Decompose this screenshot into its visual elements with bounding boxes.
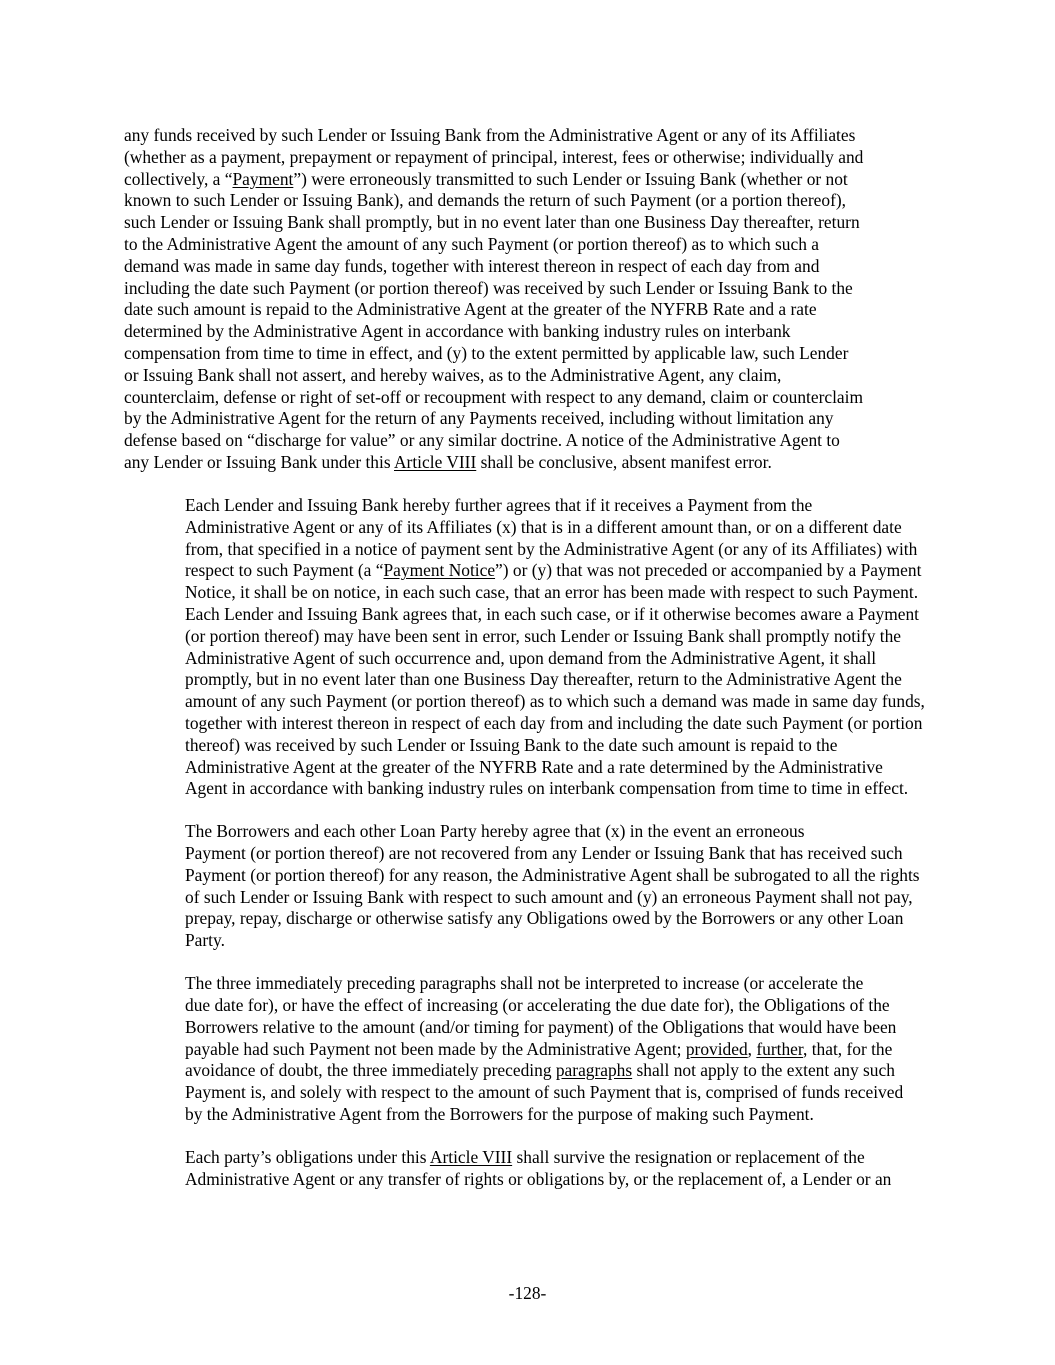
text-segment: defense based on “discharge for value” or any similar doctrine. A notice of the Administrative Agent to (124, 430, 840, 451)
text-segment: The Borrowers and each other Loan Party hereby agree that (x) in the event an erroneous (185, 821, 805, 842)
text-segment: Administrative Agent at the greater of the NYFRB Rate and a rate determined by the Administrative (185, 756, 883, 777)
underlined-term: Payment Notice (383, 560, 496, 581)
text-segment: including the date such Payment (or portion thereof) was received by such Lender or Issuing Bank to the (124, 277, 853, 298)
text-segment: payable had such Payment not been made by the Administrative Agent; (185, 1038, 686, 1059)
underlined-term: Article VIII (394, 451, 477, 472)
text-segment: or Issuing Bank shall not assert, and hereby waives, as to the Administrative Agent, any claim, (124, 364, 782, 385)
text-line (124, 757, 934, 779)
text-segment: of such Lender or Issuing Bank with respect to such amount and (y) an erroneous Payment shall not pay, (185, 886, 913, 907)
text-segment: to the Administrative Agent the amount of any such Payment (or portion thereof) as to which such a (124, 233, 819, 254)
text-segment: Each Lender and Issuing Bank hereby further agrees that if it receives a Payment from the (185, 494, 813, 515)
text-line (124, 865, 934, 887)
text-segment: Payment (or portion thereof) are not recovered from any Lender or Issuing Bank that has received such (185, 843, 903, 864)
text-segment: , that, for the (803, 1038, 893, 1059)
text-segment: Payment is, and solely with respect to the amount of such Payment that is, comprised of funds received (185, 1082, 904, 1103)
text-line (124, 973, 934, 995)
text-segment: Agent in accordance with banking industry rules on interbank compensation from time to time in effect. (185, 778, 909, 799)
text-line (124, 1060, 934, 1082)
text-segment: date such amount is repaid to the Administrative Agent at the greater of the NYFRB Rate and a rate (124, 299, 817, 320)
text-line (124, 1147, 934, 1169)
text-segment: any Lender or Issuing Bank under this (124, 451, 394, 472)
text-line (124, 430, 934, 452)
text-line (124, 604, 934, 626)
underlined-term: paragraphs (555, 1060, 633, 1081)
text-segment: by the Administrative Agent for the return of any Payments received, including without limitation any (124, 408, 834, 429)
text-segment: , (747, 1038, 757, 1059)
text-line (124, 1039, 934, 1061)
text-segment: shall survive the resignation or replacement of the (512, 1147, 865, 1168)
text-segment: demand was made in same day funds, together with interest thereon in respect of each day from and (124, 255, 820, 276)
text-line (124, 560, 934, 582)
text-line (124, 1082, 934, 1104)
text-segment: due date for), or have the effect of increasing (or accelerating the due date for), the Obligations of the (185, 995, 890, 1016)
underlined-term: Payment (232, 168, 294, 189)
text-line (124, 1169, 934, 1191)
text-line (124, 995, 934, 1017)
text-line (124, 821, 934, 843)
text-line (124, 843, 934, 865)
text-line (124, 321, 934, 343)
text-line (124, 256, 934, 278)
text-segment: respect to such Payment (a “ (185, 560, 384, 581)
text-segment: ”) or (y) that was not preceded or accompanied by a Payment (495, 560, 922, 581)
text-line (124, 626, 934, 648)
text-line (124, 735, 934, 757)
text-line (124, 452, 934, 474)
text-segment: Each party’s obligations under this (185, 1147, 430, 1168)
text-line (124, 1104, 934, 1126)
page-number: -128- (508, 1283, 547, 1303)
underlined-term: Article VIII (429, 1147, 513, 1168)
text-line (124, 691, 934, 713)
text-segment: amount of any such Payment (or portion thereof) as to which such a demand was made in same day funds, (185, 691, 925, 712)
text-segment: Administrative Agent or any of its Affiliates (x) that is in a different amount than, or on a different date (185, 516, 902, 537)
text-line (124, 365, 934, 387)
text-segment: collectively, a “ (124, 168, 233, 189)
text-segment: shall be conclusive, absent manifest error. (476, 451, 772, 472)
text-line (124, 495, 934, 517)
underlined-term: further (756, 1038, 803, 1059)
text-segment: prepay, repay, discharge or otherwise satisfy any Obligations owed by the Borrowers or any other Loan (185, 908, 904, 929)
text-line (124, 147, 934, 169)
text-segment: promptly, but in no event later than one Business Day thereafter, return to the Administrative Agent the (185, 669, 902, 690)
text-line (124, 190, 934, 212)
underlined-term: provided (685, 1038, 748, 1059)
text-line (124, 343, 934, 365)
text-segment: Administrative Agent of such occurrence and, upon demand from the Administrative Agent, it shall (185, 647, 877, 668)
text-line (124, 212, 934, 234)
text-line (124, 1017, 934, 1039)
text-segment: ”) were erroneously transmitted to such Lender or Issuing Bank (whether or not (293, 168, 848, 189)
paragraph (124, 495, 934, 800)
text-line (124, 713, 934, 735)
paragraph (124, 973, 934, 1126)
text-line (124, 908, 934, 930)
paragraph (124, 821, 934, 952)
text-line (124, 669, 934, 691)
text-line (124, 234, 934, 256)
text-line (124, 517, 934, 539)
text-line (124, 930, 934, 952)
text-line (124, 648, 934, 670)
text-line (124, 582, 934, 604)
text-segment: Party. (185, 930, 225, 951)
text-line (124, 887, 934, 909)
paragraph (124, 1147, 934, 1191)
text-line (124, 539, 934, 561)
text-segment: any funds received by such Lender or Issuing Bank from the Administrative Agent or any of its Affiliates (124, 125, 856, 145)
text-segment: Borrowers relative to the amount (and/or timing for payment) of the Obligations that would have been (185, 1016, 897, 1037)
text-segment: determined by the Administrative Agent in accordance with banking industry rules on interbank (124, 321, 791, 342)
text-segment: Each Lender and Issuing Bank agrees that, in each such case, or if it otherwise becomes aware a Payment (185, 603, 919, 624)
text-segment: known to such Lender or Issuing Bank), and demands the return of such Payment (or a portion thereof), (124, 190, 847, 211)
text-segment: (whether as a payment, prepayment or repayment of principal, interest, fees or otherwise; individually and (124, 146, 864, 167)
document-body (124, 125, 934, 1212)
text-segment: counterclaim, defense or right of set-off or recoupment with respect to any demand, claim or counterclaim (124, 386, 863, 407)
text-line (124, 778, 934, 800)
text-line (124, 299, 934, 321)
text-segment: avoidance of doubt, the three immediately preceding (185, 1060, 556, 1081)
text-line (124, 408, 934, 430)
paragraph (124, 125, 934, 474)
text-segment: such Lender or Issuing Bank shall promptly, but in no event later than one Business Day thereafter, return (124, 212, 860, 233)
text-segment: by the Administrative Agent from the Borrowers for the purpose of making such Payment. (185, 1104, 814, 1125)
text-line (124, 169, 934, 191)
text-segment: Notice, it shall be on notice, in each such case, that an error has been made with respect to such Payment. (185, 582, 919, 603)
text-segment: from, that specified in a notice of payment sent by the Administrative Agent (or any of its Affiliates) with (185, 538, 918, 559)
text-segment: thereof) was received by such Lender or Issuing Bank to the date such amount is repaid to the (185, 734, 838, 755)
text-segment: compensation from time to time in effect, and (y) to the extent permitted by applicable law, such Lender (124, 342, 849, 363)
text-segment: Administrative Agent or any transfer of rights or obligations by, or the replacement of, a Lender or an (185, 1168, 892, 1189)
text-line (124, 278, 934, 300)
text-segment: together with interest thereon in respect of each day from and including the date such Payment (or portion (185, 712, 923, 733)
text-line (124, 387, 934, 409)
text-segment: The three immediately preceding paragraphs shall not be interpreted to increase (or accelerate the (185, 973, 864, 994)
text-segment: Payment (or portion thereof) for any reason, the Administrative Agent shall be subrogated to all the rights (185, 864, 920, 885)
text-segment: (or portion thereof) may have been sent in error, such Lender or Issuing Bank shall promptly notify the (185, 625, 901, 646)
text-line (124, 125, 934, 147)
text-segment: shall not apply to the extent any such (632, 1060, 895, 1081)
